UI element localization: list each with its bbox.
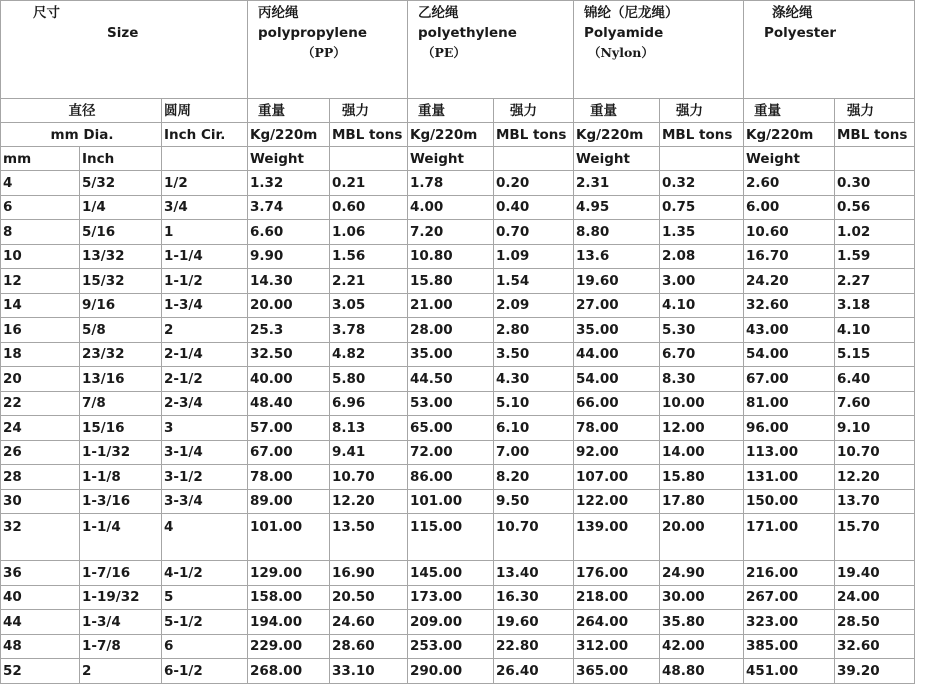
mm-header: mm bbox=[1, 147, 80, 171]
diameter-inch-cell: 1/4 bbox=[80, 195, 162, 220]
polyester-weight-cell: 67.00 bbox=[744, 367, 835, 392]
pp-strength-cell: 0.60 bbox=[330, 195, 408, 220]
pe-weight-cell: 1.78 bbox=[408, 171, 494, 196]
material-cn: 乙纶绳 bbox=[418, 5, 459, 21]
circumference-inch-cell: 1-1/2 bbox=[162, 269, 248, 294]
polyester-strength-cell: 0.56 bbox=[835, 195, 915, 220]
polyester-weight-cell: 24.20 bbox=[744, 269, 835, 294]
diameter-inch-cell: 13/16 bbox=[80, 367, 162, 392]
nylon-strength-cell: 2.08 bbox=[660, 244, 744, 269]
pp-strength-cell: 6.96 bbox=[330, 391, 408, 416]
diameter-mm-cell: 12 bbox=[1, 269, 80, 294]
circumference-inch-cell: 1-1/4 bbox=[162, 244, 248, 269]
pp-weight-cell: 229.00 bbox=[248, 634, 330, 659]
material-en: polypropylene bbox=[258, 25, 367, 41]
pp-weight-cell: 268.00 bbox=[248, 659, 330, 684]
polyester-strength-cell: 0.30 bbox=[835, 171, 915, 196]
diameter-mm-cell: 32 bbox=[1, 514, 80, 561]
polyester-strength-cell: 9.10 bbox=[835, 416, 915, 441]
pe-weight-cell: 86.00 bbox=[408, 465, 494, 490]
pe-strength-cell: 3.50 bbox=[494, 342, 574, 367]
nylon-weight-header-cn: 重量 bbox=[574, 99, 660, 123]
nylon-weight-cell: 35.00 bbox=[574, 318, 660, 343]
pe-weight-cell: 209.00 bbox=[408, 610, 494, 635]
diameter-inch-cell: 1-1/4 bbox=[80, 514, 162, 561]
nylon-weight-cell: 44.00 bbox=[574, 342, 660, 367]
diameter-mm-cell: 36 bbox=[1, 561, 80, 586]
pe-weight-cell: 44.50 bbox=[408, 367, 494, 392]
pe-strength-cell: 4.30 bbox=[494, 367, 574, 392]
polyester-weight-cell: 54.00 bbox=[744, 342, 835, 367]
circumference-inch-cell: 3-3/4 bbox=[162, 489, 248, 514]
pp-strength-cell: 1.56 bbox=[330, 244, 408, 269]
circumference-header-en: Inch Cir. bbox=[162, 123, 248, 147]
pe-strength-cell: 1.09 bbox=[494, 244, 574, 269]
polyester-strength-header-cn: 强力 bbox=[835, 99, 915, 123]
material-cn: 涤纶绳 bbox=[772, 5, 813, 21]
circumference-inch-cell: 3 bbox=[162, 416, 248, 441]
pe-weight-cell: 290.00 bbox=[408, 659, 494, 684]
pp-weight-cell: 129.00 bbox=[248, 561, 330, 586]
diameter-inch-cell: 1-1/8 bbox=[80, 465, 162, 490]
polyester-strength-cell: 28.50 bbox=[835, 610, 915, 635]
pe-strength-cell: 13.40 bbox=[494, 561, 574, 586]
polyester-strength-cell: 5.15 bbox=[835, 342, 915, 367]
pe-strength-unit: MBL tons bbox=[494, 123, 574, 147]
circumference-inch-cell: 2 bbox=[162, 318, 248, 343]
polyester-weight-cell: 131.00 bbox=[744, 465, 835, 490]
nylon-weight-cell: 218.00 bbox=[574, 585, 660, 610]
nylon-weight-cell: 4.95 bbox=[574, 195, 660, 220]
nylon-weight-cell: 8.80 bbox=[574, 220, 660, 245]
size-header bbox=[1, 1, 248, 99]
diameter-mm-cell: 48 bbox=[1, 634, 80, 659]
pp-weight-cell: 158.00 bbox=[248, 585, 330, 610]
diameter-header-en: mm Dia. bbox=[1, 123, 162, 147]
polyester-weight-unit: Kg/220m bbox=[744, 123, 835, 147]
circumference-inch-cell: 4 bbox=[162, 514, 248, 561]
pp-weight-cell: 9.90 bbox=[248, 244, 330, 269]
table-row bbox=[1, 244, 915, 269]
pe-weight-cell: 173.00 bbox=[408, 585, 494, 610]
circumference-header-cn: 圆周 bbox=[162, 99, 248, 123]
pp-strength-cell: 3.78 bbox=[330, 318, 408, 343]
diameter-inch-cell: 5/8 bbox=[80, 318, 162, 343]
nylon-strength-cell: 5.30 bbox=[660, 318, 744, 343]
pp-strength-cell: 24.60 bbox=[330, 610, 408, 635]
pp-strength-header-cn: 强力 bbox=[330, 99, 408, 123]
nylon-strength-cell: 20.00 bbox=[660, 514, 744, 561]
pp-strength-cell: 28.60 bbox=[330, 634, 408, 659]
polyester-strength-cell: 32.60 bbox=[835, 634, 915, 659]
pp-weight-header-en: Weight bbox=[248, 147, 330, 171]
circumference-inch-cell: 1-3/4 bbox=[162, 293, 248, 318]
diameter-inch-cell: 5/16 bbox=[80, 220, 162, 245]
diameter-mm-cell: 52 bbox=[1, 659, 80, 684]
pe-weight-cell: 28.00 bbox=[408, 318, 494, 343]
polyester-weight-cell: 216.00 bbox=[744, 561, 835, 586]
pp-weight-cell: 89.00 bbox=[248, 489, 330, 514]
nylon-strength-cell: 8.30 bbox=[660, 367, 744, 392]
diameter-mm-cell: 26 bbox=[1, 440, 80, 465]
diameter-mm-cell: 6 bbox=[1, 195, 80, 220]
nylon-weight-cell: 27.00 bbox=[574, 293, 660, 318]
circumference-inch-cell: 2-3/4 bbox=[162, 391, 248, 416]
pp-weight-header-cn: 重量 bbox=[248, 99, 330, 123]
polyester-strength-blank bbox=[835, 147, 915, 171]
nylon-strength-cell: 4.10 bbox=[660, 293, 744, 318]
diameter-inch-cell: 23/32 bbox=[80, 342, 162, 367]
nylon-strength-cell: 3.00 bbox=[660, 269, 744, 294]
diameter-mm-cell: 4 bbox=[1, 171, 80, 196]
diameter-inch-cell: 1-7/8 bbox=[80, 634, 162, 659]
polyester-weight-cell: 385.00 bbox=[744, 634, 835, 659]
diameter-mm-cell: 8 bbox=[1, 220, 80, 245]
table-row bbox=[1, 416, 915, 441]
diameter-mm-cell: 30 bbox=[1, 489, 80, 514]
table-row bbox=[1, 318, 915, 343]
pe-strength-cell: 10.70 bbox=[494, 514, 574, 561]
table-row bbox=[1, 465, 915, 490]
nylon-weight-cell: 264.00 bbox=[574, 610, 660, 635]
polyester-strength-cell: 19.40 bbox=[835, 561, 915, 586]
pe-strength-cell: 5.10 bbox=[494, 391, 574, 416]
circumference-inch-cell: 6-1/2 bbox=[162, 659, 248, 684]
nylon-strength-cell: 0.75 bbox=[660, 195, 744, 220]
pp-weight-cell: 48.40 bbox=[248, 391, 330, 416]
pe-strength-cell: 8.20 bbox=[494, 465, 574, 490]
polyester-strength-cell: 3.18 bbox=[835, 293, 915, 318]
nylon-weight-cell: 176.00 bbox=[574, 561, 660, 586]
pp-strength-cell: 1.06 bbox=[330, 220, 408, 245]
nylon-weight-cell: 365.00 bbox=[574, 659, 660, 684]
circumference-inch-cell: 2-1/4 bbox=[162, 342, 248, 367]
pe-strength-cell: 0.20 bbox=[494, 171, 574, 196]
pp-strength-cell: 33.10 bbox=[330, 659, 408, 684]
table-row bbox=[1, 269, 915, 294]
nylon-strength-cell: 14.00 bbox=[660, 440, 744, 465]
diameter-mm-cell: 44 bbox=[1, 610, 80, 635]
diameter-mm-cell: 28 bbox=[1, 465, 80, 490]
table-row bbox=[1, 171, 915, 196]
pp-weight-cell: 6.60 bbox=[248, 220, 330, 245]
polyester-strength-cell: 4.10 bbox=[835, 318, 915, 343]
pe-weight-cell: 145.00 bbox=[408, 561, 494, 586]
pp-weight-cell: 3.74 bbox=[248, 195, 330, 220]
pe-strength-cell: 9.50 bbox=[494, 489, 574, 514]
circumference-inch-cell: 5 bbox=[162, 585, 248, 610]
nylon-weight-cell: 78.00 bbox=[574, 416, 660, 441]
nylon-weight-unit: Kg/220m bbox=[574, 123, 660, 147]
diameter-inch-cell: 1-19/32 bbox=[80, 585, 162, 610]
table-row bbox=[1, 293, 915, 318]
diameter-inch-cell: 1-7/16 bbox=[80, 561, 162, 586]
nylon-strength-cell: 30.00 bbox=[660, 585, 744, 610]
nylon-strength-cell: 1.35 bbox=[660, 220, 744, 245]
pe-strength-cell: 1.54 bbox=[494, 269, 574, 294]
pp-weight-cell: 67.00 bbox=[248, 440, 330, 465]
polyester-weight-cell: 171.00 bbox=[744, 514, 835, 561]
pp-weight-cell: 101.00 bbox=[248, 514, 330, 561]
pe-weight-header-en: Weight bbox=[408, 147, 494, 171]
polyester-strength-cell: 2.27 bbox=[835, 269, 915, 294]
nylon-strength-cell: 35.80 bbox=[660, 610, 744, 635]
table-row bbox=[1, 514, 915, 561]
circumference-blank bbox=[162, 147, 248, 171]
pp-strength-cell: 8.13 bbox=[330, 416, 408, 441]
pe-strength-cell: 0.40 bbox=[494, 195, 574, 220]
nylon-weight-header-en: Weight bbox=[574, 147, 660, 171]
pp-strength-cell: 13.50 bbox=[330, 514, 408, 561]
polyester-strength-cell: 39.20 bbox=[835, 659, 915, 684]
nylon-strength-header-cn: 强力 bbox=[660, 99, 744, 123]
size-header-cn: 尺寸 bbox=[33, 5, 60, 21]
circumference-inch-cell: 1/2 bbox=[162, 171, 248, 196]
polyester-weight-cell: 43.00 bbox=[744, 318, 835, 343]
polyester-weight-header-cn: 重量 bbox=[744, 99, 835, 123]
polyester-weight-cell: 323.00 bbox=[744, 610, 835, 635]
circumference-inch-cell: 4-1/2 bbox=[162, 561, 248, 586]
pp-strength-unit: MBL tons bbox=[330, 123, 408, 147]
table-row bbox=[1, 585, 915, 610]
pe-weight-cell: 35.00 bbox=[408, 342, 494, 367]
pe-strength-cell: 2.80 bbox=[494, 318, 574, 343]
diameter-inch-cell: 15/32 bbox=[80, 269, 162, 294]
polyester-strength-cell: 10.70 bbox=[835, 440, 915, 465]
pp-strength-cell: 3.05 bbox=[330, 293, 408, 318]
polyester-weight-cell: 451.00 bbox=[744, 659, 835, 684]
diameter-inch-cell: 9/16 bbox=[80, 293, 162, 318]
pe-strength-header-cn: 强力 bbox=[494, 99, 574, 123]
polyester-strength-cell: 1.02 bbox=[835, 220, 915, 245]
polyester-strength-cell: 15.70 bbox=[835, 514, 915, 561]
diameter-mm-cell: 10 bbox=[1, 244, 80, 269]
table-row bbox=[1, 367, 915, 392]
diameter-mm-cell: 14 bbox=[1, 293, 80, 318]
nylon-strength-cell: 17.80 bbox=[660, 489, 744, 514]
nylon-strength-cell: 10.00 bbox=[660, 391, 744, 416]
material-cn: 丙纶绳 bbox=[258, 5, 299, 21]
nylon-weight-cell: 13.6 bbox=[574, 244, 660, 269]
polyester-strength-cell: 6.40 bbox=[835, 367, 915, 392]
nylon-strength-cell: 6.70 bbox=[660, 342, 744, 367]
polyester-weight-cell: 150.00 bbox=[744, 489, 835, 514]
pe-weight-cell: 53.00 bbox=[408, 391, 494, 416]
polyester-strength-cell: 24.00 bbox=[835, 585, 915, 610]
pe-weight-cell: 4.00 bbox=[408, 195, 494, 220]
material-en: Polyamide bbox=[584, 25, 664, 41]
nylon-strength-blank bbox=[660, 147, 744, 171]
polyester-weight-cell: 32.60 bbox=[744, 293, 835, 318]
pe-weight-cell: 253.00 bbox=[408, 634, 494, 659]
nylon-weight-cell: 66.00 bbox=[574, 391, 660, 416]
material-cn: 锦纶（尼龙绳） bbox=[584, 5, 679, 21]
material-en: Polyester bbox=[764, 25, 837, 41]
table-row bbox=[1, 342, 915, 367]
pe-weight-cell: 72.00 bbox=[408, 440, 494, 465]
table-row bbox=[1, 220, 915, 245]
pe-strength-blank bbox=[494, 147, 574, 171]
pe-strength-cell: 7.00 bbox=[494, 440, 574, 465]
nylon-strength-cell: 48.80 bbox=[660, 659, 744, 684]
table-row bbox=[1, 489, 915, 514]
circumference-inch-cell: 1 bbox=[162, 220, 248, 245]
pe-strength-cell: 0.70 bbox=[494, 220, 574, 245]
material-header-nylon bbox=[574, 1, 744, 99]
pp-weight-cell: 32.50 bbox=[248, 342, 330, 367]
diameter-mm-cell: 22 bbox=[1, 391, 80, 416]
material-header-pe bbox=[408, 1, 574, 99]
table-row bbox=[1, 610, 915, 635]
polyester-weight-cell: 267.00 bbox=[744, 585, 835, 610]
diameter-mm-cell: 24 bbox=[1, 416, 80, 441]
table-row bbox=[1, 195, 915, 220]
table-row bbox=[1, 561, 915, 586]
pe-weight-cell: 21.00 bbox=[408, 293, 494, 318]
table-row bbox=[1, 634, 915, 659]
circumference-inch-cell: 3-1/4 bbox=[162, 440, 248, 465]
pe-weight-cell: 15.80 bbox=[408, 269, 494, 294]
polyester-strength-cell: 12.20 bbox=[835, 465, 915, 490]
pp-strength-cell: 12.20 bbox=[330, 489, 408, 514]
polyester-weight-cell: 96.00 bbox=[744, 416, 835, 441]
diameter-mm-cell: 40 bbox=[1, 585, 80, 610]
pe-strength-cell: 6.10 bbox=[494, 416, 574, 441]
nylon-weight-cell: 2.31 bbox=[574, 171, 660, 196]
nylon-weight-cell: 139.00 bbox=[574, 514, 660, 561]
pe-strength-cell: 2.09 bbox=[494, 293, 574, 318]
nylon-weight-cell: 107.00 bbox=[574, 465, 660, 490]
polyester-weight-cell: 10.60 bbox=[744, 220, 835, 245]
pe-weight-unit: Kg/220m bbox=[408, 123, 494, 147]
pe-weight-cell: 115.00 bbox=[408, 514, 494, 561]
nylon-strength-cell: 12.00 bbox=[660, 416, 744, 441]
table-row bbox=[1, 391, 915, 416]
pe-strength-cell: 26.40 bbox=[494, 659, 574, 684]
pp-strength-cell: 4.82 bbox=[330, 342, 408, 367]
diameter-mm-cell: 16 bbox=[1, 318, 80, 343]
diameter-inch-cell: 15/16 bbox=[80, 416, 162, 441]
nylon-strength-cell: 15.80 bbox=[660, 465, 744, 490]
material-en: polyethylene bbox=[418, 25, 517, 41]
polyester-strength-unit: MBL tons bbox=[835, 123, 915, 147]
pp-weight-cell: 40.00 bbox=[248, 367, 330, 392]
material-abbr: （PP） bbox=[302, 45, 346, 60]
polyester-weight-cell: 6.00 bbox=[744, 195, 835, 220]
pp-weight-cell: 1.32 bbox=[248, 171, 330, 196]
diameter-inch-cell: 5/32 bbox=[80, 171, 162, 196]
size-header-en: Size bbox=[107, 25, 139, 41]
pe-weight-cell: 101.00 bbox=[408, 489, 494, 514]
polyester-weight-cell: 81.00 bbox=[744, 391, 835, 416]
polyester-weight-cell: 16.70 bbox=[744, 244, 835, 269]
nylon-weight-cell: 312.00 bbox=[574, 634, 660, 659]
diameter-mm-cell: 20 bbox=[1, 367, 80, 392]
nylon-strength-cell: 42.00 bbox=[660, 634, 744, 659]
material-header-pp bbox=[248, 1, 408, 99]
pp-strength-cell: 10.70 bbox=[330, 465, 408, 490]
circumference-inch-cell: 2-1/2 bbox=[162, 367, 248, 392]
polyester-strength-cell: 7.60 bbox=[835, 391, 915, 416]
diameter-inch-cell: 13/32 bbox=[80, 244, 162, 269]
table-row bbox=[1, 440, 915, 465]
pp-weight-unit: Kg/220m bbox=[248, 123, 330, 147]
diameter-inch-cell: 1-3/4 bbox=[80, 610, 162, 635]
pp-weight-cell: 20.00 bbox=[248, 293, 330, 318]
pe-weight-cell: 7.20 bbox=[408, 220, 494, 245]
pp-weight-cell: 194.00 bbox=[248, 610, 330, 635]
polyester-weight-cell: 113.00 bbox=[744, 440, 835, 465]
diameter-header-cn: 直径 bbox=[1, 99, 162, 123]
material-abbr: （PE） bbox=[422, 45, 466, 60]
pp-weight-cell: 57.00 bbox=[248, 416, 330, 441]
diameter-inch-cell: 2 bbox=[80, 659, 162, 684]
pp-weight-cell: 14.30 bbox=[248, 269, 330, 294]
circumference-inch-cell: 3-1/2 bbox=[162, 465, 248, 490]
pe-strength-cell: 19.60 bbox=[494, 610, 574, 635]
circumference-inch-cell: 6 bbox=[162, 634, 248, 659]
polyester-strength-cell: 1.59 bbox=[835, 244, 915, 269]
pp-weight-cell: 25.3 bbox=[248, 318, 330, 343]
polyester-strength-cell: 13.70 bbox=[835, 489, 915, 514]
circumference-inch-cell: 5-1/2 bbox=[162, 610, 248, 635]
pp-strength-blank bbox=[330, 147, 408, 171]
pe-strength-cell: 22.80 bbox=[494, 634, 574, 659]
pp-strength-cell: 0.21 bbox=[330, 171, 408, 196]
pp-strength-cell: 2.21 bbox=[330, 269, 408, 294]
material-header-polyester bbox=[744, 1, 915, 99]
nylon-weight-cell: 19.60 bbox=[574, 269, 660, 294]
pp-weight-cell: 78.00 bbox=[248, 465, 330, 490]
nylon-weight-cell: 92.00 bbox=[574, 440, 660, 465]
diameter-mm-cell: 18 bbox=[1, 342, 80, 367]
polyester-weight-cell: 2.60 bbox=[744, 171, 835, 196]
diameter-inch-cell: 7/8 bbox=[80, 391, 162, 416]
inch-header: Inch bbox=[80, 147, 162, 171]
nylon-strength-cell: 0.32 bbox=[660, 171, 744, 196]
nylon-weight-cell: 54.00 bbox=[574, 367, 660, 392]
pp-strength-cell: 5.80 bbox=[330, 367, 408, 392]
nylon-strength-cell: 24.90 bbox=[660, 561, 744, 586]
table-row bbox=[1, 659, 915, 684]
pp-strength-cell: 20.50 bbox=[330, 585, 408, 610]
material-abbr: （Nylon） bbox=[588, 45, 654, 60]
diameter-inch-cell: 1-3/16 bbox=[80, 489, 162, 514]
nylon-weight-cell: 122.00 bbox=[574, 489, 660, 514]
diameter-inch-cell: 1-1/32 bbox=[80, 440, 162, 465]
circumference-inch-cell: 3/4 bbox=[162, 195, 248, 220]
nylon-strength-unit: MBL tons bbox=[660, 123, 744, 147]
pe-strength-cell: 16.30 bbox=[494, 585, 574, 610]
pe-weight-header-cn: 重量 bbox=[408, 99, 494, 123]
pe-weight-cell: 10.80 bbox=[408, 244, 494, 269]
pp-strength-cell: 9.41 bbox=[330, 440, 408, 465]
pe-weight-cell: 65.00 bbox=[408, 416, 494, 441]
pp-strength-cell: 16.90 bbox=[330, 561, 408, 586]
polyester-weight-header-en: Weight bbox=[744, 147, 835, 171]
